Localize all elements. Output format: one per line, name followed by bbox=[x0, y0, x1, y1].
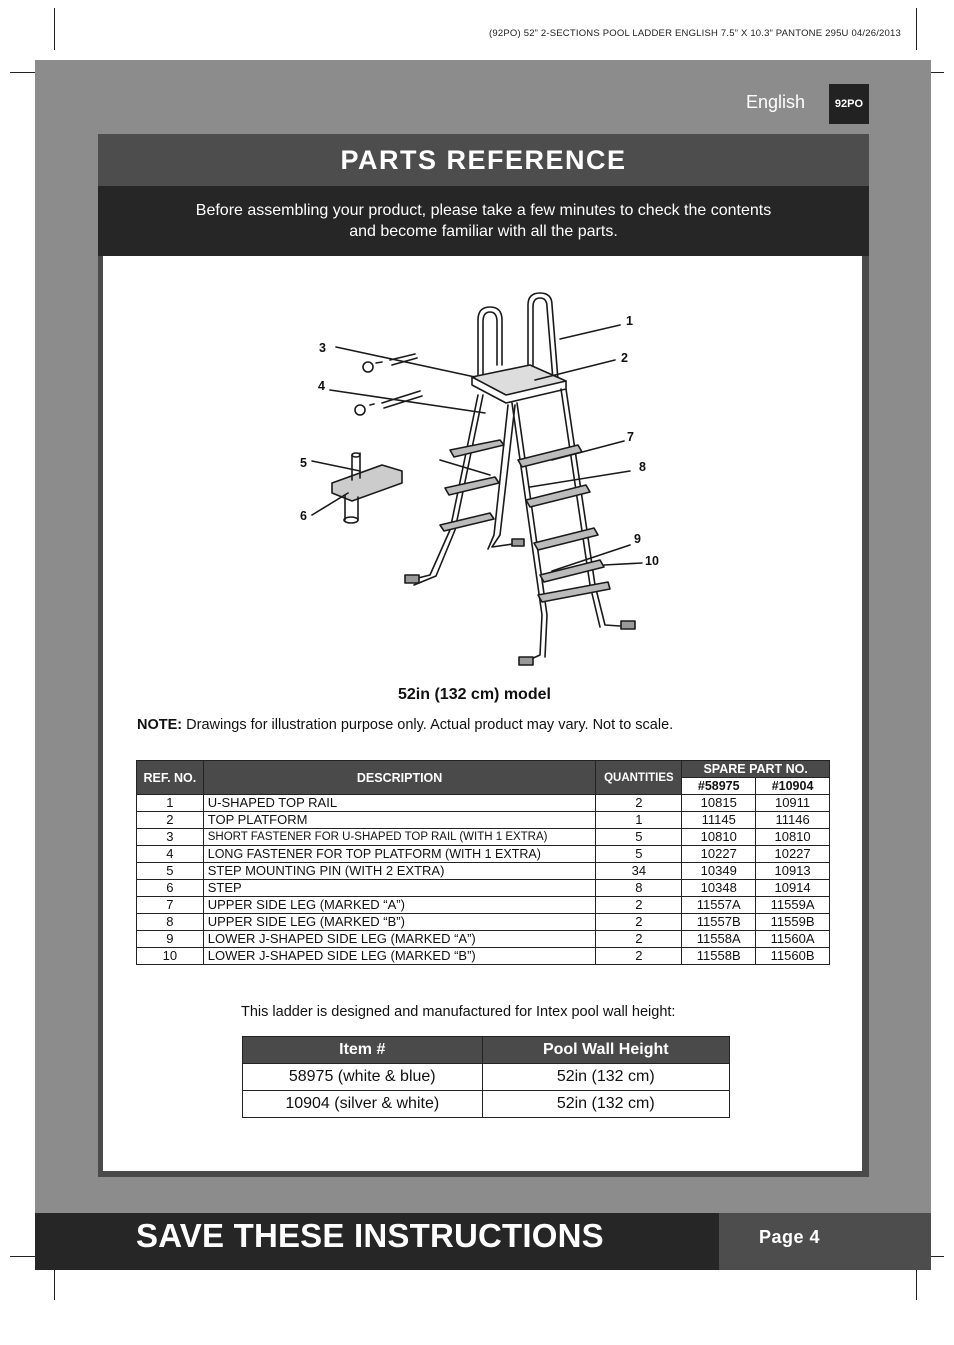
spare-b-cell: 11146 bbox=[756, 812, 830, 829]
parts-table bbox=[136, 760, 830, 965]
ref-cell: 6 bbox=[137, 880, 204, 897]
spare-a-cell: 10815 bbox=[682, 795, 756, 812]
language-label: English bbox=[746, 92, 806, 112]
crop-mark bbox=[54, 8, 55, 50]
spare-a-cell: 11558B bbox=[682, 948, 756, 965]
page-number-box bbox=[719, 1213, 931, 1270]
item-cell: 58975 (white & blue) bbox=[243, 1064, 483, 1091]
height-cell: 52in (132 cm) bbox=[482, 1091, 730, 1118]
callout-label: 1 bbox=[626, 314, 633, 328]
description-cell: LOWER J-SHAPED SIDE LEG (MARKED “B”) bbox=[203, 948, 596, 965]
description-cell: TOP PLATFORM bbox=[203, 812, 596, 829]
crop-mark bbox=[10, 1256, 36, 1257]
spare-b-cell: 10911 bbox=[756, 795, 830, 812]
wall-height-note: This ladder is designed and manufactured for Intex pool wall height: bbox=[241, 1004, 676, 1020]
table-row bbox=[243, 1064, 730, 1091]
item-cell: 10904 (silver & white) bbox=[243, 1091, 483, 1118]
spare-b-cell: 10227 bbox=[756, 846, 830, 863]
header-model-10904: #10904 bbox=[756, 778, 830, 795]
table-row bbox=[137, 880, 830, 897]
callout-label: 8 bbox=[639, 460, 646, 474]
intro-line: Before assembling your product, please take a few minutes to check the contents bbox=[195, 202, 772, 219]
description-cell: STEP MOUNTING PIN (WITH 2 EXTRA) bbox=[203, 863, 596, 880]
quantity-cell: 8 bbox=[596, 880, 682, 897]
note-label: NOTE: bbox=[137, 717, 183, 733]
crop-mark bbox=[10, 72, 36, 73]
table-row bbox=[243, 1091, 730, 1118]
page-number: Page 4 bbox=[759, 1227, 821, 1247]
table-row bbox=[137, 914, 830, 931]
ref-cell: 10 bbox=[137, 948, 204, 965]
table-row bbox=[137, 931, 830, 948]
spare-a-cell: 10348 bbox=[682, 880, 756, 897]
step bbox=[440, 513, 494, 531]
quantity-cell: 5 bbox=[596, 829, 682, 846]
table-row bbox=[137, 795, 830, 812]
product-code-badge: 92PO bbox=[829, 84, 869, 124]
ref-cell: 9 bbox=[137, 931, 204, 948]
spare-b-cell: 10810 bbox=[756, 829, 830, 846]
description-cell: SHORT FASTENER FOR U-SHAPED TOP RAIL (WITH 1 EXTRA) bbox=[203, 829, 596, 846]
quantity-cell: 1 bbox=[596, 812, 682, 829]
crop-mark bbox=[916, 8, 917, 50]
header-ref-no: REF. NO. bbox=[137, 761, 204, 795]
description-cell: UPPER SIDE LEG (MARKED “A”) bbox=[203, 897, 596, 914]
ref-cell: 3 bbox=[137, 829, 204, 846]
ref-cell: 5 bbox=[137, 863, 204, 880]
callout-label: 10 bbox=[645, 554, 659, 568]
description-cell: UPPER SIDE LEG (MARKED “B”) bbox=[203, 914, 596, 931]
ref-cell: 4 bbox=[137, 846, 204, 863]
quantity-cell: 5 bbox=[596, 846, 682, 863]
ref-cell: 2 bbox=[137, 812, 204, 829]
note bbox=[137, 717, 673, 733]
table-row bbox=[137, 897, 830, 914]
quantity-cell: 2 bbox=[596, 897, 682, 914]
callout-label: 9 bbox=[634, 532, 641, 546]
footer-bar bbox=[35, 1213, 931, 1270]
footer-title: SAVE THESE INSTRUCTIONS bbox=[136, 1217, 604, 1254]
callout-label: 6 bbox=[300, 509, 307, 523]
table-row bbox=[137, 863, 830, 880]
description-cell: U-SHAPED TOP RAIL bbox=[203, 795, 596, 812]
quantity-cell: 34 bbox=[596, 863, 682, 880]
header-model-58975: #58975 bbox=[682, 778, 756, 795]
step bbox=[526, 485, 590, 507]
crop-mark bbox=[916, 1270, 917, 1300]
callout-label: 7 bbox=[627, 430, 634, 444]
description-cell: LONG FASTENER FOR TOP PLATFORM (WITH 1 EXTRA) bbox=[203, 846, 596, 863]
document-info: (92PO) 52” 2-SECTIONS POOL LADDER ENGLISH 7.5” X 10.3” PANTONE 295U 04/26/2013 bbox=[489, 28, 901, 39]
callout-label: 4 bbox=[318, 379, 325, 393]
ref-cell: 1 bbox=[137, 795, 204, 812]
description-cell: LOWER J-SHAPED SIDE LEG (MARKED “A”) bbox=[203, 931, 596, 948]
ref-cell: 7 bbox=[137, 897, 204, 914]
table-row bbox=[137, 812, 830, 829]
spare-a-cell: 10349 bbox=[682, 863, 756, 880]
spare-a-cell: 11558A bbox=[682, 931, 756, 948]
table-row bbox=[137, 846, 830, 863]
ladder-diagram bbox=[290, 285, 670, 675]
note-text: Drawings for illustration purpose only. Actual product may vary. Not to scale. bbox=[182, 717, 674, 733]
quantity-cell: 2 bbox=[596, 948, 682, 965]
section-title: PARTS REFERENCE bbox=[98, 134, 869, 186]
header-quantities: QUANTITIES bbox=[596, 761, 682, 795]
quantity-cell: 2 bbox=[596, 931, 682, 948]
header-description: DESCRIPTION bbox=[203, 761, 596, 795]
spare-a-cell: 11557B bbox=[682, 914, 756, 931]
intro-text bbox=[98, 186, 869, 256]
spare-b-cell: 11559B bbox=[756, 914, 830, 931]
intro-line: and become familiar with all the parts. bbox=[349, 223, 618, 240]
spare-a-cell: 10810 bbox=[682, 829, 756, 846]
right-leg bbox=[512, 403, 542, 663]
spare-a-cell: 11145 bbox=[682, 812, 756, 829]
table-row bbox=[137, 948, 830, 965]
top-rail-left-inner bbox=[483, 312, 497, 380]
wall-height-table bbox=[242, 1036, 730, 1118]
spare-b-cell: 11559A bbox=[756, 897, 830, 914]
top-rail-left bbox=[478, 307, 502, 380]
spare-b-cell: 11560B bbox=[756, 948, 830, 965]
ref-cell: 8 bbox=[137, 914, 204, 931]
callout-label: 5 bbox=[300, 456, 307, 470]
table-row bbox=[137, 829, 830, 846]
step bbox=[450, 440, 504, 457]
spare-a-cell: 11557A bbox=[682, 897, 756, 914]
step bbox=[445, 477, 499, 495]
spare-b-cell: 10914 bbox=[756, 880, 830, 897]
header-spare-part-no: SPARE PART NO. bbox=[682, 761, 830, 778]
quantity-cell: 2 bbox=[596, 914, 682, 931]
callout-label: 2 bbox=[621, 351, 628, 365]
header-item: Item # bbox=[243, 1037, 483, 1064]
diagram-caption: 52in (132 cm) model bbox=[398, 686, 551, 703]
header-pool-wall-height: Pool Wall Height bbox=[482, 1037, 730, 1064]
quantity-cell: 2 bbox=[596, 795, 682, 812]
spare-b-cell: 10913 bbox=[756, 863, 830, 880]
spare-a-cell: 10227 bbox=[682, 846, 756, 863]
description-cell: STEP bbox=[203, 880, 596, 897]
height-cell: 52in (132 cm) bbox=[482, 1064, 730, 1091]
crop-mark bbox=[54, 1270, 55, 1300]
spare-b-cell: 11560A bbox=[756, 931, 830, 948]
callout-label: 3 bbox=[319, 341, 326, 355]
